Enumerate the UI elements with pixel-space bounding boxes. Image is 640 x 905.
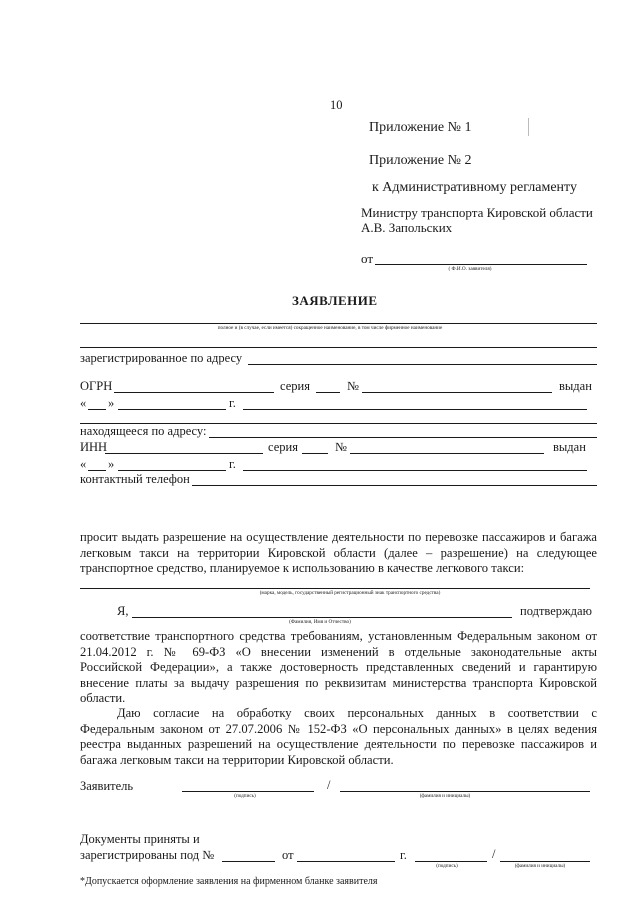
reg-slash: / xyxy=(492,847,496,861)
from-line xyxy=(375,264,587,265)
registered-address-label: зарегистрированное по адресу xyxy=(80,351,243,365)
name-caption: полное и (в случае, если имеется) сокращенное наименование, в том числе фирменное наименование xyxy=(217,325,443,331)
inn-issued-label: выдан xyxy=(553,440,586,454)
page-number: 10 xyxy=(330,98,343,112)
ogrn-issuer-line xyxy=(243,409,587,410)
reg-name-line xyxy=(500,861,590,862)
consent-line-2: Федеральным законом от 27.07.2006 № 152-ФЗ «О персональных данных» в целях ведения xyxy=(80,721,597,736)
consent-line-1: Даю согласие на обработку своих персональных данных в соответствии с xyxy=(117,706,597,720)
vehicle-caption: (марка, модель, государственный регистрационный знак транспортного средства) xyxy=(259,590,441,596)
inn-quote-open: « xyxy=(80,457,87,471)
fio-caption: (Фамилия, Имя и Отчество) xyxy=(289,619,351,625)
registered-address-line xyxy=(248,364,597,365)
ogrn-quote-close: » xyxy=(108,396,115,410)
appendix-2: Приложение № 2 xyxy=(369,153,472,168)
reg-name-caption: (фамилия и инициалы) xyxy=(514,863,566,869)
confirm-line-5: области. xyxy=(80,691,126,705)
docs-accepted-line-2: зарегистрированы под № xyxy=(80,848,215,862)
inn-line xyxy=(105,453,263,454)
inn-label: ИНН xyxy=(80,440,108,454)
reg-number-line xyxy=(222,861,275,862)
reg-sign-caption: (подпись) xyxy=(436,863,458,869)
ogrn-issued-label: выдан xyxy=(559,379,592,393)
inn-series-line xyxy=(302,453,328,454)
ogrn-number-line xyxy=(362,392,552,393)
ogrn-line xyxy=(114,392,274,393)
from-caption: ( Ф.И.О. заявителя) xyxy=(448,266,492,272)
reg-year-abbr: г. xyxy=(400,848,407,862)
confirm-paragraph xyxy=(80,629,597,707)
consent-line-4: багажа легковым такси на территории Кировской области. xyxy=(80,752,394,767)
located-address-line xyxy=(209,437,597,438)
name-initials-caption: (фамилия и инициалы) xyxy=(419,793,471,799)
reg-date-line xyxy=(297,861,395,862)
applicant-sign-line xyxy=(182,791,314,792)
ogrn-label: ОГРН xyxy=(80,379,113,393)
phone-line xyxy=(192,485,597,486)
reg-from-label: от xyxy=(282,848,294,862)
from-label: от xyxy=(361,251,374,266)
request-line-3: транспортное средство, планируемое к использованию в качестве легкового такси: xyxy=(80,561,525,575)
applicant-label: Заявитель xyxy=(80,779,134,793)
footnote: *Допускается оформление заявления на фирменном бланке заявителя xyxy=(80,876,378,887)
ogrn-month-line xyxy=(118,409,226,410)
ogrn-quote-open: « xyxy=(80,396,87,410)
vehicle-line xyxy=(80,588,590,589)
inn-number-line xyxy=(350,453,544,454)
addressee-line-1: Министру транспорта Кировской области xyxy=(361,205,593,220)
inn-year-abbr: г. xyxy=(229,457,236,471)
inn-day-line xyxy=(88,470,106,471)
located-address-label: находящееся по адресу: xyxy=(80,424,207,438)
confirm-line-3: Российской Федерации», а также достоверность представленных сведений и гарантирую xyxy=(80,660,597,674)
phone-label: контактный телефон xyxy=(80,472,190,486)
ogrn-number-sign: № xyxy=(347,379,359,393)
request-paragraph xyxy=(80,530,597,577)
name-line xyxy=(80,323,597,324)
margin-mark xyxy=(528,118,529,136)
applicant-name-line xyxy=(340,791,590,792)
confirm-line-2: 21.04.2012 г. № 69-ФЗ «О внесении изменений в отдельные законодательные акты xyxy=(80,644,597,659)
inn-issuer-line xyxy=(243,470,587,471)
inn-month-line xyxy=(118,470,226,471)
inn-series-label: серия xyxy=(268,440,298,454)
document-title: ЗАЯВЛЕНИЕ xyxy=(292,293,378,308)
i-label: Я, xyxy=(117,604,129,618)
ogrn-series-label: серия xyxy=(280,379,310,393)
sign-caption: (подпись) xyxy=(234,793,256,799)
consent-paragraph xyxy=(80,706,597,768)
inn-number-sign: № xyxy=(335,440,347,454)
signature-slash: / xyxy=(327,778,331,792)
reg-sign-line xyxy=(415,861,487,862)
consent-line-3: реестра выданных разрешений на осуществление деятельности по перевозке пассажиров и xyxy=(80,737,597,751)
request-line-2: легковым такси на территории Кировской области (далее – разрешение) на следующее xyxy=(80,545,597,560)
addressee-line-2: А.В. Запольских xyxy=(361,220,453,235)
request-line-1: просит выдать разрешение на осуществление деятельности по перевозке пассажиров и багажа xyxy=(80,530,597,544)
ogrn-year-abbr: г. xyxy=(229,396,236,410)
confirm-line-4: внесение платы за выдачу разрешения по реквизитам министерства транспорта Кировской xyxy=(80,675,597,690)
inn-quote-close: » xyxy=(108,457,115,471)
confirm-line-1: соответствие транспортного средства требованиям, установленным Федеральным законом от xyxy=(80,629,597,643)
fio-line xyxy=(132,617,512,618)
to-regulation: к Административному регламенту xyxy=(372,180,577,195)
name-line-2 xyxy=(80,347,597,348)
ogrn-series-line xyxy=(316,392,340,393)
docs-accepted-line-1: Документы приняты и xyxy=(80,832,200,846)
confirm-label: подтверждаю xyxy=(520,604,592,618)
ogrn-day-line xyxy=(88,409,106,410)
appendix-1: Приложение № 1 xyxy=(369,120,472,135)
